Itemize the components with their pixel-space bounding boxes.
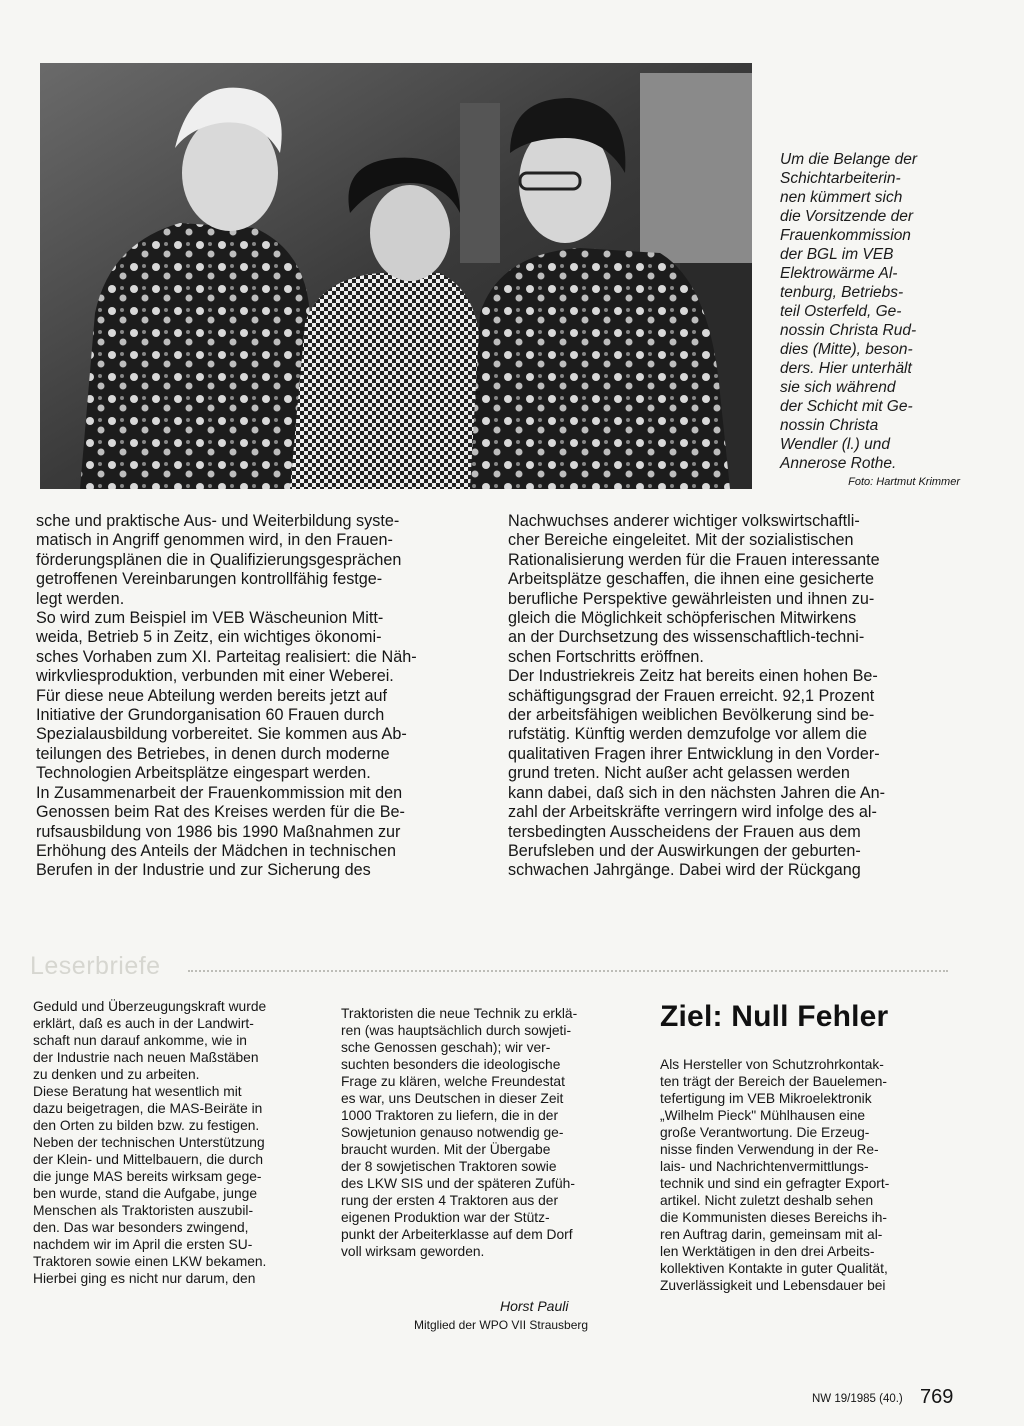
text-line: den Orten zu bilden bzw. zu festigen. — [33, 1118, 260, 1133]
text-line: schen Fortschritts eröffnen. — [508, 647, 704, 666]
section-title: Leserbriefe — [30, 952, 161, 980]
caption-line: sie sich während — [780, 379, 896, 396]
text-line: den. Das war besonders zwingend, — [33, 1220, 249, 1235]
text-line: sche Genossen geschah); wir ver- — [341, 1040, 551, 1055]
caption-line: die Vorsitzende der — [780, 208, 913, 225]
text-line: des LKW SIS und der späteren Zufüh- — [341, 1176, 575, 1191]
text-line: len Werktätigen in den drei Arbeits- — [660, 1244, 875, 1259]
photo-caption — [780, 150, 970, 473]
text-line: Menschen als Traktoristen auszubil- — [33, 1203, 254, 1218]
text-line: schäftigungsgrad der Frauen erreicht. 92,1 Prozent — [508, 686, 875, 705]
letters-column-left — [33, 998, 323, 1287]
text-line: sche und praktische Aus- und Weiterbildung syste- — [36, 512, 400, 530]
text-line: teilungen des Betriebes, in denen durch moderne — [36, 744, 390, 763]
caption-line: teil Osterfeld, Ge- — [780, 303, 902, 320]
article-photo — [40, 63, 752, 489]
text-line: Rationalisierung werden für die Frauen interessante — [508, 550, 880, 569]
text-line: Berufsleben und der Auswirkungen der geburten- — [508, 841, 861, 860]
text-line: nachdem wir im April die ersten SU- — [33, 1237, 253, 1252]
text-line: lais- und Nachrichtenvermittlungs- — [660, 1159, 869, 1174]
caption-line: nossin Christa Rud- — [780, 322, 917, 339]
letter-author-role: Mitglied der WPO VII Strausberg — [414, 1318, 589, 1332]
text-line: Diese Beratung hat wesentlich mit — [33, 1084, 242, 1099]
text-line: rung der ersten 4 Traktoren aus der — [341, 1193, 559, 1208]
text-line: „Wilhelm Pieck" Mühlhausen eine — [660, 1108, 866, 1123]
text-line: tersbedingten Ausscheidens der Frauen aus dem — [508, 822, 861, 841]
text-line: wirkvliesproduktion, verbunden mit einer Weberei. — [36, 667, 394, 686]
text-line: legt werden. — [36, 589, 125, 608]
text-line: qualitativen Fragen ihrer Entwicklung in den Vorder- — [508, 744, 880, 763]
sidebar-headline: Ziel: Null Fehler — [660, 1000, 889, 1033]
text-line: Erhöhung des Anteils der Mädchen in technischen — [36, 841, 396, 860]
caption-line: nossin Christa — [780, 417, 879, 434]
text-line: eigenen Produktion war der Stütz- — [341, 1210, 550, 1225]
text-line: Arbeitsplätze geschaffen, die ihnen eine gesicherte — [508, 570, 874, 589]
caption-line: ders. Hier unterhält — [780, 360, 912, 377]
caption-line: Elektrowärme Al- — [780, 265, 898, 282]
text-line: Geduld und Überzeugungskraft wurde — [33, 999, 267, 1014]
text-line: erklärt, daß es auch in der Landwirt- — [33, 1016, 254, 1031]
caption-line: der BGL im VEB — [780, 246, 894, 263]
caption-line: Annerose Rothe. — [780, 455, 897, 472]
text-line: suchten besonders die ideologische — [341, 1057, 561, 1072]
text-line: Nachwuchses anderer wichtiger volkswirtschaftli- — [508, 512, 860, 530]
text-line: der 8 sowjetischen Traktoren sowie — [341, 1159, 557, 1174]
text-line: kollektiven Kontakte in guter Qualität, — [660, 1261, 888, 1276]
text-line: schaft nun darauf ankomme, wie in — [33, 1033, 247, 1048]
article-column-right — [508, 512, 946, 881]
page-number: 769 — [920, 1386, 954, 1408]
text-line: cher Bereiche eingeleitet. Mit der sozialistischen — [508, 531, 854, 550]
text-line: berufliche Perspektive gewährleisten und ihnen zu- — [508, 589, 875, 608]
text-line: ten trägt der Bereich der Bauelemen- — [660, 1074, 888, 1089]
caption-line: der Schicht mit Ge- — [780, 398, 913, 415]
text-line: ren (was hauptsächlich durch sowjeti- — [341, 1023, 572, 1038]
caption-line: tenburg, Betriebs- — [780, 284, 904, 301]
text-line: kann dabei, daß sich in den nächsten Jahren die An- — [508, 783, 886, 802]
text-line: es war, uns Deutschen in dieser Zeit — [341, 1091, 564, 1106]
text-line: nisse finden Verwendung in der Re- — [660, 1142, 879, 1157]
text-line: grund treten. Nicht außer acht gelassen werden — [508, 764, 850, 783]
text-line: ben wurde, stand die Aufgabe, junge — [33, 1186, 257, 1201]
text-line: weida, Betrieb 5 in Zeitz, ein wichtiges ökonomi- — [36, 628, 382, 647]
text-line: die junge MAS bereits wirksam gege- — [33, 1169, 262, 1184]
text-line: matisch in Angriff genommen wird, in den Frauen- — [36, 531, 393, 550]
text-line: punkt der Arbeiterklasse auf dem Dorf — [341, 1227, 573, 1242]
text-line: ren Auftrag darin, gemeinsam mit al- — [660, 1227, 883, 1242]
letters-column-middle — [341, 1005, 631, 1260]
text-line: Berufen in der Industrie und zur Sicherung des — [36, 861, 371, 880]
text-line: förderungsplänen die in Qualifizierungsgesprächen — [36, 550, 402, 569]
text-line: Genossen beim Rat des Kreises werden für die Be- — [36, 803, 405, 822]
text-line: rufstätig. Künftig werden demzufolge vor allem die — [508, 725, 868, 744]
text-line: rufsausbildung von 1986 bis 1990 Maßnahmen zur — [36, 822, 401, 841]
text-line: Spezialausbildung vorbereitet. Sie kommen aus Ab- — [36, 725, 407, 744]
caption-line: Wendler (l.) und — [780, 436, 890, 453]
text-line: sches Vorhaben zum XI. Parteitag realisiert: die Näh- — [36, 647, 417, 666]
text-line: Initiative der Grundorganisation 60 Frauen durch — [36, 706, 385, 725]
caption-line: Schichtarbeiterin- — [780, 170, 901, 187]
caption-line: dies (Mitte), beson- — [780, 341, 913, 358]
text-line: schwachen Jahrgänge. Dabei wird der Rückgang — [508, 861, 861, 880]
text-line: artikel. Nicht zuletzt deshalb sehen — [660, 1193, 874, 1208]
text-line: die Kommunisten dieses Bereichs ih- — [660, 1210, 887, 1225]
text-line: zahl der Arbeitskräfte verringern wird infolge des al- — [508, 803, 877, 822]
section-header — [30, 952, 948, 982]
text-line: tefertigung im VEB Mikroelektronik — [660, 1091, 872, 1106]
photo-credit: Foto: Hartmut Krimmer — [848, 476, 960, 488]
text-line: In Zusammenarbeit der Frauenkommission mit den — [36, 783, 403, 802]
text-line: Der Industriekreis Zeitz hat bereits einen hohen Be- — [508, 667, 878, 686]
caption-line: Frauenkommission — [780, 227, 911, 244]
text-line: Neben der technischen Unterstützung — [33, 1135, 265, 1150]
text-line: gleich die Möglichkeit schöpferischen Mitwirkens — [508, 609, 857, 628]
text-line: braucht wurden. Mit der Übergabe — [341, 1142, 551, 1157]
text-line: Zuverlässigkeit und Lebensdauer bei — [660, 1278, 886, 1293]
text-line: voll wirksam geworden. — [341, 1244, 485, 1259]
text-line: technik und sind ein gefragter Export- — [660, 1176, 890, 1191]
text-line: 1000 Traktoren zu liefern, die in der — [341, 1108, 559, 1123]
text-line: der Klein- und Mittelbauern, die durch — [33, 1152, 264, 1167]
issue-label: NW 19/1985 (40.) — [812, 1393, 903, 1405]
text-line: Technologien Arbeitsplätze eingespart werden. — [36, 764, 371, 783]
text-line: Als Hersteller von Schutzrohrkontak- — [660, 1057, 884, 1072]
text-line: So wird zum Beispiel im VEB Wäscheunion Mitt- — [36, 609, 384, 628]
text-line: Hierbei ging es nicht nur darum, den — [33, 1271, 256, 1286]
article-column-left — [36, 512, 482, 881]
letter-author: Horst Pauli — [500, 1298, 569, 1314]
text-line: Traktoren sowie einen LKW bekamen. — [33, 1254, 267, 1269]
text-line: Sowjetunion genauso notwendig ge- — [341, 1125, 564, 1140]
text-line: an der Durchsetzung des wissenschaftlich-techni- — [508, 628, 865, 647]
text-line: große Verantwortung. Die Erzeug- — [660, 1125, 870, 1140]
text-line: der Industrie nach neuen Maßstäben — [33, 1050, 259, 1065]
text-line: dazu beigetragen, die MAS-Beiräte in — [33, 1101, 263, 1116]
caption-line: nen kümmert sich — [780, 189, 903, 206]
text-line: Für diese neue Abteilung werden bereits jetzt auf — [36, 686, 387, 705]
text-line: getroffenen Vereinbarungen kontrollfähig festge- — [36, 570, 383, 589]
text-line: zu denken und zu arbeiten. — [33, 1067, 200, 1082]
text-line: Frage zu klären, welche Freundestat — [341, 1074, 565, 1089]
section-divider — [188, 970, 948, 972]
caption-line: Um die Belange der — [780, 151, 917, 168]
photo-three-women-icon — [40, 63, 752, 489]
text-line: Traktoristen die neue Technik zu erklä- — [341, 1006, 578, 1021]
sidebar-article-body — [660, 1056, 950, 1294]
text-line: der arbeitsfähigen weiblichen Bevölkerung sind be- — [508, 706, 875, 725]
